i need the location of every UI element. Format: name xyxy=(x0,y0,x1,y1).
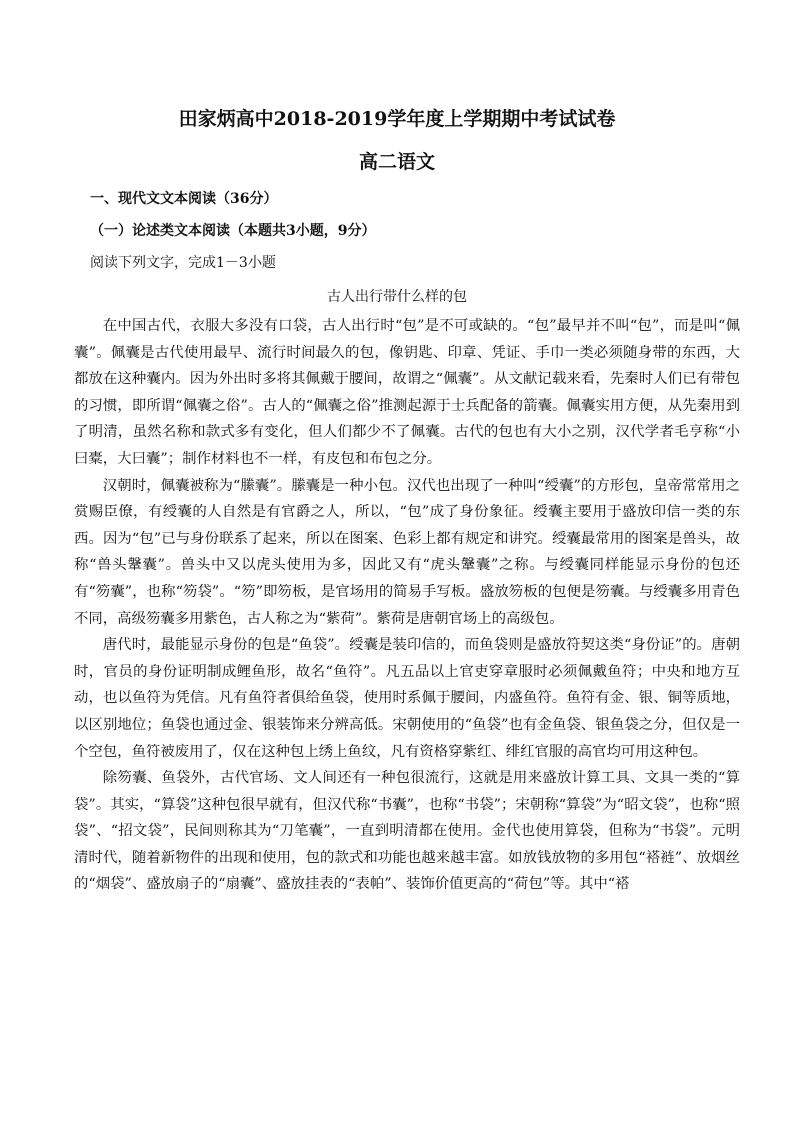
article-title: 古人出行带什么样的包 xyxy=(327,289,467,305)
paragraph: 除笏囊、鱼袋外，古代官场、文人间还有一种包很流行，这就是用来盛放计算工具、文具一类的“算袋”。其实，“算袋”这种包很早就有，但汉代称“书囊”，也称“书袋”；宋朝称“算袋”为“昭文袋”，也称“照袋”、“招文袋”，民间则称其为“刀笔囊”，一直到明清都在使用。金代也使用算袋，但称为“书袋”。元明清时代，随着新物件的出现和使用，包的款式和功能也越来越丰富。如放钱放物的多用包“褡裢”、放烟丝的“烟袋”、盛放扇子的“扇囊”、盛放挂表的“表帕”、装饰价值更高的“荷包”等。其中“褡 xyxy=(74,770,740,893)
reading-instruction: 阅读下列文字，完成1－3小题 xyxy=(90,255,276,271)
subsection-heading: （一）论述类文本阅读（本题共3小题，9分） xyxy=(90,223,376,239)
section-heading: 一、现代文文本阅读（36分） xyxy=(90,191,278,207)
paragraph: 在中国古代，衣服大多没有口袋，古人出行时“包”是不可或缺的。“包”最早并不叫“包”，而是叫“佩囊”。佩囊是古代使用最早、流行时间最久的包，像钥匙、印章、凭证、手巾一类必须随身带的东西，大都放在这种囊内。因为外出时多将其佩戴于腰间，故谓之“佩囊”。从文献记载来看，先秦时人们已有带包的习惯，即所谓“佩囊之俗”。古人的“佩囊之俗”推测起源于士兵配备的箭囊。佩囊实用方便，从先秦用到了明清，虽然名称和款式多有变化，但人们都少不了佩囊。古代的包也有大小之别，汉代学者毛亨称“小曰橐，大曰囊”；制作材料也不一样，有皮包和布包之分。 xyxy=(74,318,740,467)
subject-title: 高二语文 xyxy=(358,151,435,173)
paragraph: 汉朝时，佩囊被称为“縢囊”。縢囊是一种小包。汉代也出现了一种叫“绶囊”的方形包，皇帝常常用之赏赐臣僚，有绶囊的人自然是有官爵之人，所以，“包”成了身份象征。绶囊主要用于盛放印信一类的东西。因为“包”已与身份联系了起来，所以在图案、色彩上都有规定和讲究。绶囊最常用的图案是兽头，故称“兽头鞶囊”。兽头中又以虎头使用为多，因此又有“虎头鞶囊”之称。与绶囊同样能显示身份的包还有“笏囊”，也称“笏袋”。“笏”即笏板，是官场用的简易手写板。盛放笏板的包便是笏囊。与绶囊多用青色不同，高级笏囊多用紫色，古人称之为“紫荷”。紫荷是唐朝官场上的高级包。 xyxy=(74,477,740,627)
article-body xyxy=(74,313,740,898)
exam-title: 田家炳高中2018-2019学年度上学期期中考试试卷 xyxy=(178,108,616,130)
paragraph: 唐代时，最能显示身份的包是“鱼袋”。绶囊是装印信的，而鱼袋则是盛放符契这类“身份证”的。唐朝时，官员的身份证明制成鲤鱼形，故名“鱼符”。凡五品以上官吏穿章服时必须佩戴鱼符；中央和地方互动，也以鱼符为凭信。凡有鱼符者俱给鱼袋，使用时系佩于腰间，内盛鱼符。鱼符有金、银、铜等质地，以区别地位；鱼袋也通过金、银装饰来分辨高低。宋朝使用的“鱼袋”也有金鱼袋、银鱼袋之分，但仅是一个空包，鱼符被废用了，仅在这种包上绣上鱼纹，凡有资格穿紫红、绯红官服的高官均可用这种包。 xyxy=(74,637,740,760)
